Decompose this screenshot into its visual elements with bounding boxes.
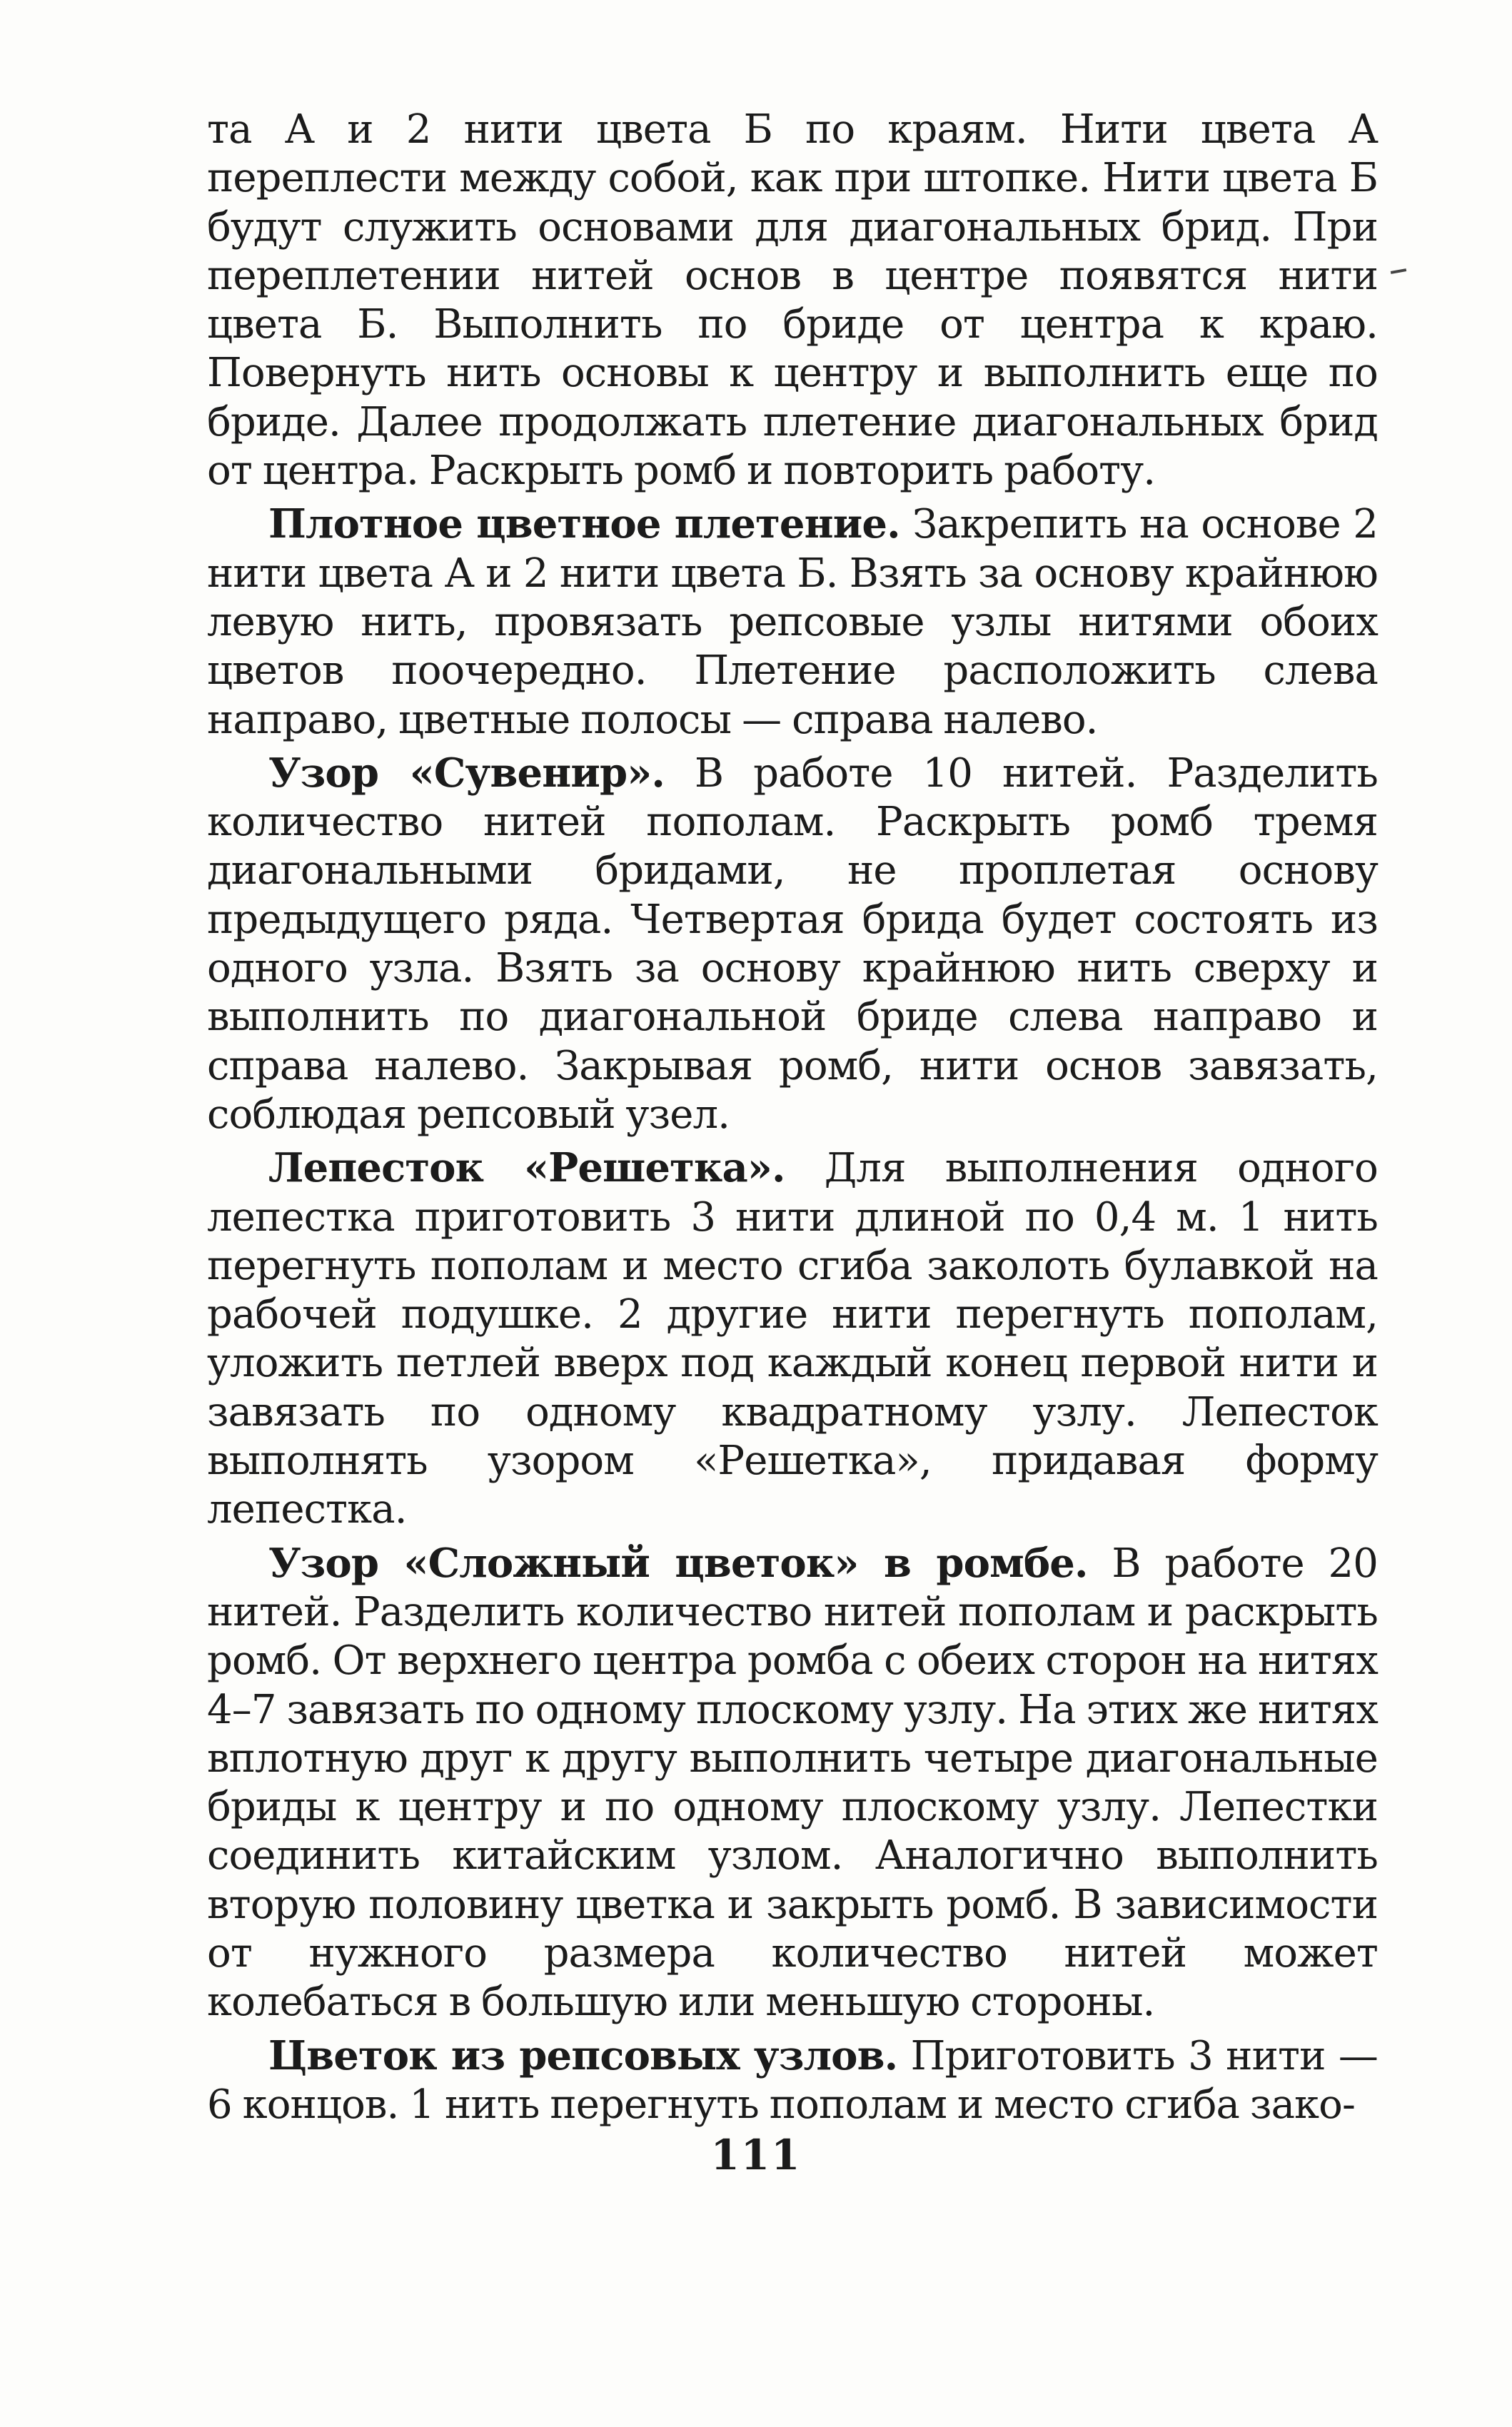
paragraph-text: В работе 20 нитей. Разделить количество нитей пополам и раскрыть ромб. От верхнего центра ромба с обеих сторон на нитях 4–7 завязать по одному плоскому узлу. На этих же нитях вплотную друг к другу выполнить четыре диагональные бриды к центру и по одному плоскому узлу. Лепестки соединить китайским узлом. Аналогично выполнить вторую половину цветка и закрыть ромб. В зависимости от нужного размера количество нитей может колебаться в большую или меньшую стороны. xyxy=(207,1540,1378,2026)
paragraph-complex-flower xyxy=(207,1539,1378,2027)
paragraph-lattice-petal xyxy=(207,1144,1378,1534)
paragraph-text: В работе 10 нитей. Разделить количество нитей пополам. Раскрыть ромб тремя диагональными бридами, не проплетая основу предыдущего ряда. Четвертая брида будет состоять из одного узла. Взять за основу крайнюю нить сверху и выполнить по диагональной бриде слева направо и справа налево. Закрывая ромб, нити основ завязать, соблюдая репсовый узел. xyxy=(207,750,1378,1138)
paragraph-title: Цветок из репсовых узлов. xyxy=(268,2032,898,2079)
paragraph-dense-color-weave xyxy=(207,500,1378,744)
paragraph-title: Лепесток «Решетка». xyxy=(268,1144,785,1192)
paragraph-text: Для выполнения одного лепестка приготовить 3 нити длиной по 0,4 м. 1 нить перегнуть пополам и место сгиба заколоть булавкой на рабочей подушке. 2 другие нити перегнуть пополам, уложить петлей вверх под каждый конец первой нити и завязать по одному квадратному узлу. Лепесток выполнять узором «Решетка», придавая форму лепестка. xyxy=(207,1145,1378,1533)
paragraph-continuation xyxy=(207,106,1378,495)
paragraph-title: Узор «Сложный цветок» в ромбе. xyxy=(268,1539,1088,1587)
paragraph-text: Приготовить 3 нити — 6 концов. 1 нить перегнуть пополам и место сгиба зако- xyxy=(207,2032,1378,2128)
paragraph-text: Закрепить на основе 2 нити цвета А и 2 нити цвета Б. Взять за основу крайнюю левую нить, провязать репсовые узлы нитями обоих цветов поочередно. Плетение расположить слева направо, цветные полосы — справа налево. xyxy=(207,501,1378,743)
paragraph-title: Узор «Сувенир». xyxy=(268,749,665,797)
page-number: 111 xyxy=(710,2131,802,2179)
stray-print-mark xyxy=(1391,268,1406,274)
paragraph-reps-knot-flower xyxy=(207,2032,1378,2130)
paragraph-souvenir-pattern xyxy=(207,749,1378,1139)
body-text xyxy=(207,106,1378,2129)
paragraph-text: та А и 2 нити цвета Б по краям. Нити цвета А переплести между собой, как при штопке. Нити цвета Б будут служить основами для диагональных брид. При переплетении нитей основ в центре появятся нити цвета Б. Выполнить по бриде от центра к краю. Повернуть нить основы к центру и выполнить еще по бриде. Далее продолжать плетение диагональных брид от центра. Раскрыть ромб и повторить работу. xyxy=(207,106,1378,495)
paragraph-title: Плотное цветное плетение. xyxy=(268,500,900,548)
